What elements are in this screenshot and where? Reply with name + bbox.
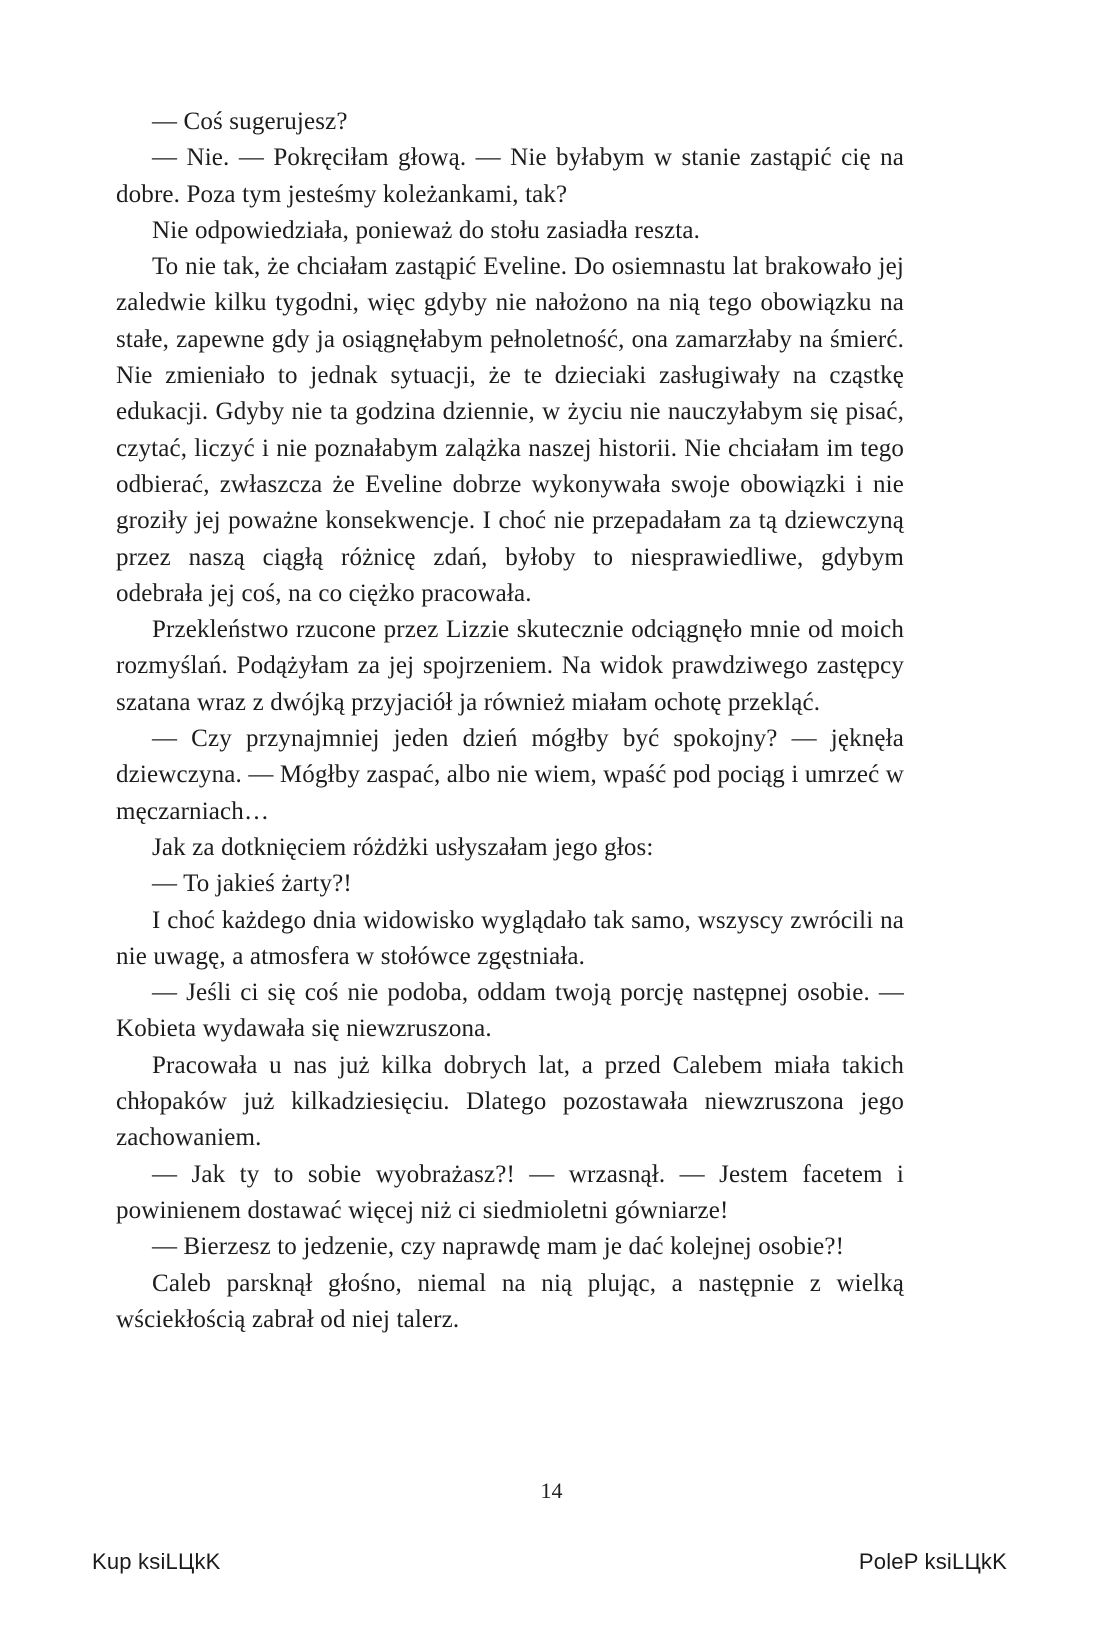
footer-recommend-book-link[interactable]: PoleP ksiLЦkK — [858, 1549, 1007, 1574]
page-number: 14 — [540, 1478, 563, 1503]
paragraph: Jak za dotknięciem różdżki usłyszałam jego głos: — [152, 833, 654, 861]
paragraph: — Bierzesz to jedzenie, czy naprawdę mam je dać kolejnej osobie?! — [152, 1233, 845, 1261]
paragraph: — Coś sugerujesz? — [152, 108, 348, 135]
paragraph: Nie odpowiedziała, ponieważ do stołu zasiadła reszta. — [152, 216, 701, 244]
page-body-text — [116, 104, 904, 1338]
paragraph: Pracowała u nas już kilka dobrych lat, a przed Calebem miała takich chłopaków już kilkadziesięciu. Dlatego pozostawała niewzruszona jego zachowaniem. — [116, 1051, 904, 1152]
paragraph: Caleb parsknął głośno, niemal na nią plując, a następnie z wielką wściekłością zabrał od niej talerz. — [116, 1269, 904, 1333]
paragraph: — Jeśli ci się coś nie podoba, oddam twoją porcję następnej osobie. — Kobieta wydawała się niewzruszona. — [116, 979, 904, 1043]
paragraph: — To jakieś żarty?! — [152, 870, 352, 898]
paragraph: To nie tak, że chciałam zastąpić Eveline. Do osiemnastu lat brakowało jej zaledwie kilku tygodni, więc gdyby nie nałożono na nią tego obowiązku na stałe, zapewne gdy ja osiągnęłabym pełnoletność, ona zamarzłaby na śmierć. Nie zmieniało to jednak sytuacji, że te dzieciaki zasługiwały na cząstkę edukacji. Gdyby nie ta godzina dziennie, w życiu nie nauczyłabym się pisać, czytać, liczyć i nie poznałabym zalążka naszej historii. Nie chciałam im tego odbierać, zwłaszcza że Eveline dobrze wykonywała swoje obowiązki i nie groziły jej poważne konsekwencje. I choć nie przepadałam za tą dziewczyną przez naszą ciągłą różnicę zdań, byłoby to niesprawiedliwe, gdybym odebrała jej coś, na co ciężko pracowała. — [116, 253, 904, 607]
paragraph: — Nie. — Pokręciłam głową. — Nie byłabym w stanie zastąpić cię na dobre. Poza tym jesteśmy koleżankami, tak? — [116, 144, 904, 208]
footer-buy-book-link[interactable]: Kup ksiLЦkK — [92, 1549, 221, 1574]
paragraph: Przekleństwo rzucone przez Lizzie skutecznie odciągnęło mnie od moich rozmyślań. Podążyłam za jej spojrzeniem. Na widok prawdziwego zastępcy szatana wraz z dwójką przyjaciół ja również miałam ochotę przekląć. — [116, 616, 904, 716]
paragraph: I choć każdego dnia widowisko wyglądało tak samo, wszyscy zwrócili na nie uwagę, a atmosfera w stołówce zgęstniała. — [116, 906, 904, 970]
paragraph: — Jak ty to sobie wyobrażasz?! — wrzasnął. — Jestem facetem i powinienem dostawać więcej niż ci siedmioletni gówniarze! — [116, 1160, 904, 1224]
paragraph: — Czy przynajmniej jeden dzień mógłby być spokojny? — jęknęła dziewczyna. — Mógłby zaspać, albo nie wiem, wpaść pod pociąg i umrzeć w męczarniach… — [116, 725, 904, 825]
